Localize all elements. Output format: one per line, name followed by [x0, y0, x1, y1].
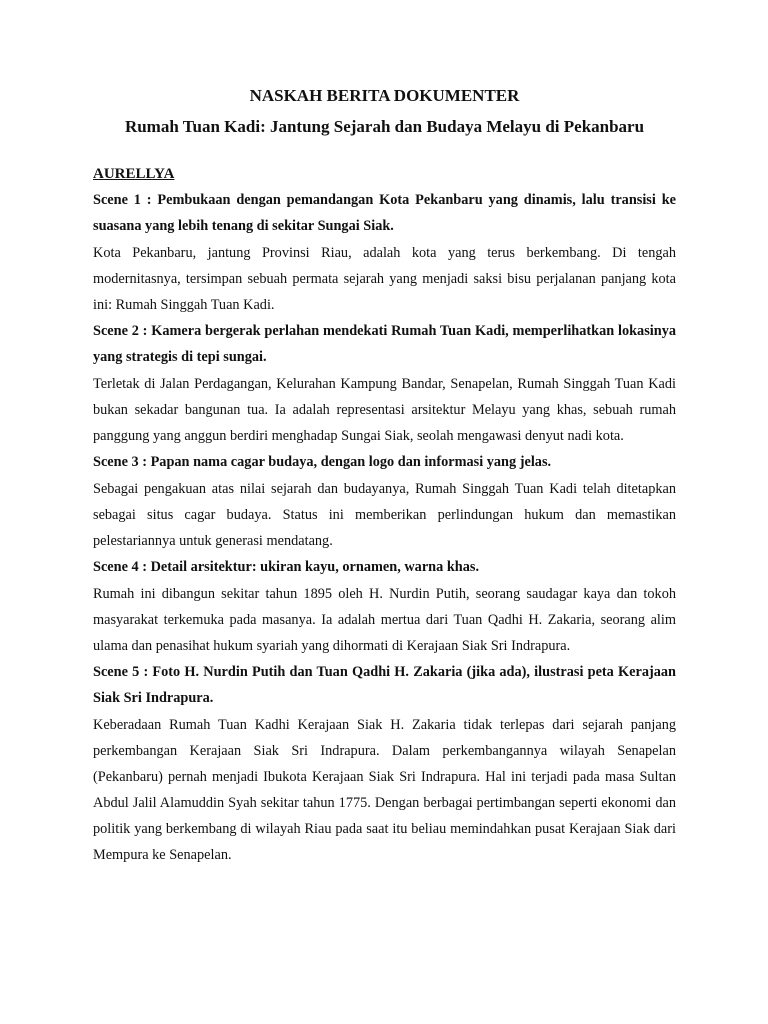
scene-2 — [93, 318, 676, 449]
scene-heading: Scene 3 : Papan nama cagar budaya, dengan logo dan informasi yang jelas. — [93, 454, 552, 470]
scene-body: Kota Pekanbaru, jantung Provinsi Riau, adalah kota yang terus berkembang. Di tengah modernitasnya, tersimpan sebuah permata sejarah yang menjadi saksi bisu perjalanan panjang kota ini: Rumah Singgah Tuan Kadi. — [93, 245, 676, 313]
scene-heading: Scene 4 : Detail arsitektur: ukiran kayu, ornamen, warna khas. — [93, 559, 480, 575]
scene-body: Terletak di Jalan Perdagangan, Kelurahan Kampung Bandar, Senapelan, Rumah Singgah Tuan Kadi bukan sekadar bangunan tua. Ia adalah representasi arsitektur Melayu yang khas, sebuah rumah panggung yang anggun berdiri menghadap Sungai Siak, seolah mengawasi denyut nadi kota. — [93, 376, 676, 444]
scene-heading: Scene 1 : Pembukaan dengan pemandangan Kota Pekanbaru yang dinamis, lalu transisi ke suasana yang lebih tenang di sekitar Sungai Siak. — [93, 192, 676, 234]
document-subtitle: Rumah Tuan Kadi: Jantung Sejarah dan Budaya Melayu di Pekanbaru — [124, 117, 645, 136]
scene-heading: Scene 2 : Kamera bergerak perlahan mendekati Rumah Tuan Kadi, memperlihatkan lokasinya yang strategis di tepi sungai. — [93, 323, 676, 365]
scene-body: Keberadaan Rumah Tuan Kadhi Kerajaan Siak H. Zakaria tidak terlepas dari sejarah panjang perkembangan Kerajaan Siak Sri Indrapura. Dalam perkembangannya wilayah Senapelan (Pekanbaru) pernah menjadi Ibukota Kerajaan Siak Sri Indrapura. Hal ini terjadi pada masa Sultan Abdul Jalil Alamuddin Syah sekitar tahun 1775. Dengan berbagai pertimbangan seperti ekonomi dan politik yang berkembang di wilayah Riau pada saat itu beliau memindahkan pusat Kerajaan Siak dari Mempura ke Senapelan. — [93, 717, 676, 863]
scene-1 — [93, 187, 676, 318]
scene-body: Rumah ini dibangun sekitar tahun 1895 oleh H. Nurdin Putih, seorang saudagar kaya dan tokoh masyarakat terkemuka pada masanya. Ia adalah mertua dari Tuan Qadhi H. Zakaria, seorang alim ulama dan penasihat hukum syariah yang dihormati di Kerajaan Siak Sri Indrapura. — [93, 586, 676, 654]
scene-3 — [93, 449, 676, 554]
scene-body: Sebagai pengakuan atas nilai sejarah dan budayanya, Rumah Singgah Tuan Kadi telah ditetapkan sebagai situs cagar budaya. Status ini memberikan perlindungan hukum dan memastikan pelestariannya untuk generasi mendatang. — [93, 481, 676, 549]
document-title: NASKAH BERITA DOKUMENTER — [249, 86, 520, 105]
author-name: AURELLYA — [93, 166, 175, 182]
scene-heading: Scene 5 : Foto H. Nurdin Putih dan Tuan Qadhi H. Zakaria (jika ada), ilustrasi peta Kerajaan Siak Sri Indrapura. — [93, 664, 676, 706]
scene-4 — [93, 554, 676, 659]
scene-5 — [93, 659, 676, 868]
